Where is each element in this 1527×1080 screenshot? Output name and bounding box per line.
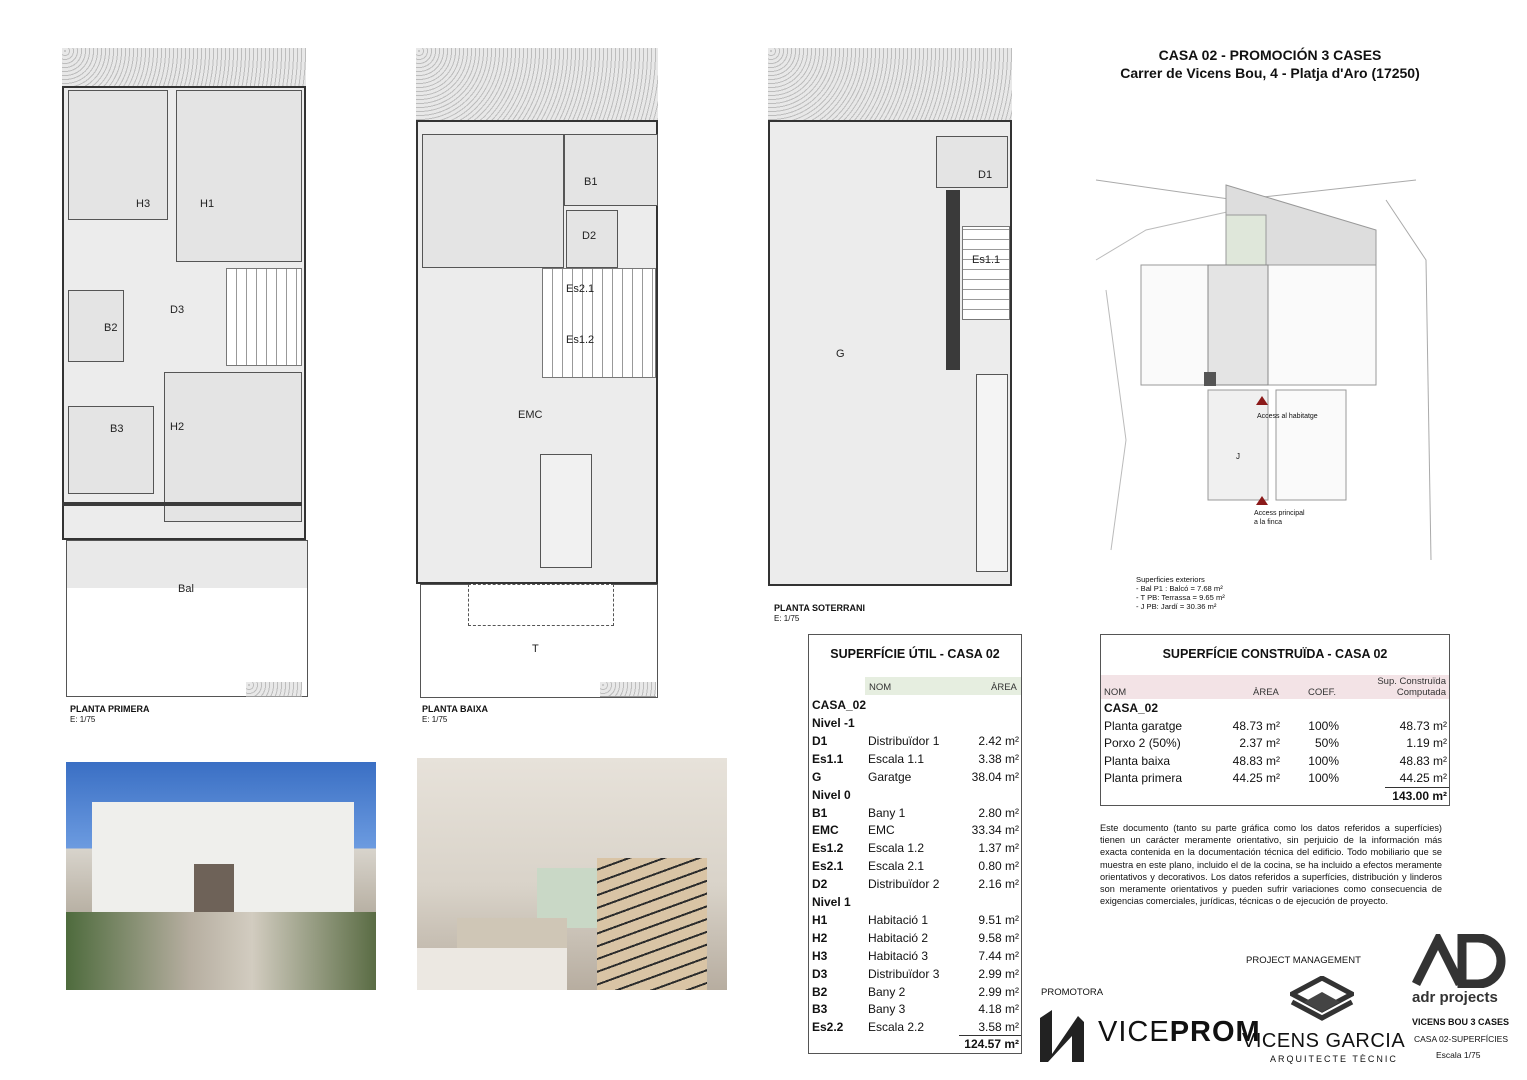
util-row-area: 3.38 m² xyxy=(978,751,1019,766)
viceprom-logo-icon xyxy=(1038,1008,1086,1064)
util-row-code: Es2.1 xyxy=(812,859,844,874)
room-b1 xyxy=(564,134,658,206)
built-row-coef: 100% xyxy=(1308,770,1339,785)
util-row-code: B2 xyxy=(812,984,828,999)
room-h1 xyxy=(176,90,302,262)
gravel-strip xyxy=(416,48,658,121)
gravel-strip xyxy=(246,682,302,697)
built-row-area: 48.83 m² xyxy=(1232,753,1280,768)
util-row-code: EMC xyxy=(812,823,839,838)
ext-surfaces xyxy=(1136,575,1225,611)
util-row-code: B3 xyxy=(812,1002,828,1017)
vicens-garcia-logo-icon xyxy=(1290,976,1354,1028)
util-row-code: D1 xyxy=(812,733,828,748)
room-label: EMC xyxy=(518,409,543,421)
built-col-sup-1: Sup. Construïda xyxy=(1377,676,1446,687)
room-label: H3 xyxy=(136,198,151,210)
title-line-2: Carrer de Vicens Bou, 4 - Platja d'Aro (17250) xyxy=(1120,65,1420,81)
util-row-code: Es1.1 xyxy=(812,751,844,766)
vicens-garcia-wordmark: VICENS GARCIA xyxy=(1242,1030,1406,1052)
room-label: Es1.1 xyxy=(972,254,1001,266)
room-label: B3 xyxy=(110,423,124,435)
site-plan-drawing xyxy=(1086,140,1446,560)
util-row-area: 1.37 m² xyxy=(978,841,1019,856)
built-row-sup: 48.83 m² xyxy=(1399,753,1447,768)
interior-render xyxy=(417,758,727,990)
util-row-name: Escala 1.1 xyxy=(868,751,925,766)
built-row-sup: 1.19 m² xyxy=(1406,736,1447,751)
util-col-area: ÀREA xyxy=(991,682,1017,693)
built-row-name: Planta primera xyxy=(1104,770,1183,785)
stair-primera xyxy=(226,268,302,366)
ext-line: - J PB: Jardí = 30.36 m² xyxy=(1136,602,1217,611)
util-row-area: 2.16 m² xyxy=(978,877,1019,892)
gravel-strip xyxy=(768,48,1012,121)
util-group: CASA_02 xyxy=(812,698,867,712)
room-label: T xyxy=(532,643,539,655)
plan-caption: PLANTA SOTERRANI xyxy=(774,603,865,613)
room-label: B2 xyxy=(104,322,118,334)
interior-table xyxy=(417,948,567,990)
kitchen xyxy=(422,134,564,268)
util-row-name: Escala 2.1 xyxy=(868,859,925,874)
exterior-render xyxy=(66,762,376,990)
built-col-nom: NOM xyxy=(1104,687,1127,698)
room-h2 xyxy=(164,372,302,522)
util-row-code: Es2.2 xyxy=(812,1020,844,1035)
storage xyxy=(976,374,1008,572)
util-row-area: 9.58 m² xyxy=(978,930,1019,945)
project-name: VICENS BOU 3 CASES xyxy=(1412,1017,1510,1027)
built-total-line xyxy=(1385,787,1449,788)
built-row-name: Porxo 2 (50%) xyxy=(1104,736,1181,751)
sheet-title xyxy=(1090,46,1450,82)
disclaimer: Este documento (tanto su parte gráfica como los datos referidos a superfícies) tienen un carácter meramente orientativo, sin perjuicio de la información más exacta contenida en la documentación técnica del edificio. Todo mobiliario que se muestra en este plano, incluido el de la cocina, se ha incluido a efectos meramente orientativos y decorativos. Los datos referidos a superfícies, distribución y linderos son meramente orientativos y pueden sufrir variaciones como consecuencia de exigencias comerciales, jurídicas, técnicas o de ejecución de proyecto. xyxy=(1100,823,1442,907)
built-total: 143.00 m² xyxy=(1392,789,1447,803)
promotora-label: PROMOTORA xyxy=(1041,987,1104,998)
util-row-area: 38.04 m² xyxy=(971,769,1019,784)
access-home-label: Access al habitatge xyxy=(1257,413,1318,420)
room-b3 xyxy=(68,406,154,494)
util-row-code: G xyxy=(812,769,822,784)
util-row-code: B1 xyxy=(812,805,828,820)
stair-baixa xyxy=(542,268,656,378)
util-row-name: Distribuïdor 1 xyxy=(868,733,940,748)
util-row-code: D3 xyxy=(812,966,828,981)
util-row-code: H2 xyxy=(812,930,828,945)
interior-stair xyxy=(597,858,707,990)
built-row-area: 48.73 m² xyxy=(1232,719,1280,733)
wall xyxy=(62,502,302,506)
room-g xyxy=(774,134,934,570)
plan-caption: PLANTA PRIMERA xyxy=(70,704,150,714)
built-row-area: 44.25 m² xyxy=(1232,770,1280,785)
access-main-label-1: Access principal xyxy=(1254,510,1305,517)
built-row-coef: 100% xyxy=(1308,753,1339,768)
util-row-name: Distribuïdor 3 xyxy=(868,966,940,981)
util-row-area: 2.99 m² xyxy=(978,966,1019,981)
util-col-nom: NOM xyxy=(869,682,892,693)
util-row-area: 2.42 m² xyxy=(978,733,1019,748)
util-row-name: Habitació 1 xyxy=(868,912,929,927)
room-label: D2 xyxy=(582,230,597,242)
util-row-name: Garatge xyxy=(868,769,912,784)
util-row-name: Bany 3 xyxy=(868,1002,906,1017)
viceprom-part-1: VICE xyxy=(1098,1016,1170,1048)
room-label: Es1.2 xyxy=(566,334,595,346)
stair-soterrani xyxy=(962,226,1010,320)
built-row-area: 2.37 m² xyxy=(1239,736,1280,751)
util-row-name: Escala 1.2 xyxy=(868,841,925,856)
built-row-coef: 50% xyxy=(1314,736,1339,751)
built-row-sup: 44.25 m² xyxy=(1399,770,1447,785)
util-row-area: 0.80 m² xyxy=(978,859,1019,874)
ext-line: - Bal P1 : Balcó = 7.68 m² xyxy=(1136,584,1223,593)
built-col-sup-2: Computada xyxy=(1396,687,1446,698)
util-level-label: Nivel 1 xyxy=(812,895,851,909)
util-level-label: Nivel -1 xyxy=(812,716,855,730)
viceprom-wordmark xyxy=(1098,1016,1261,1049)
project-management-label: PROJECT MANAGEMENT xyxy=(1246,955,1361,966)
room-label: D1 xyxy=(978,169,993,181)
plan-scale: E: 1/75 xyxy=(774,614,800,623)
access-main-label-2: a la finca xyxy=(1254,519,1283,526)
plan-scale: E: 1/75 xyxy=(70,715,96,724)
util-row-name: EMC xyxy=(868,823,895,838)
room-label: H2 xyxy=(170,421,185,433)
room-h3 xyxy=(68,90,168,220)
util-row-area: 33.34 m² xyxy=(971,823,1019,838)
gravel-strip xyxy=(62,48,306,87)
sheet-scale: Escala 1/75 xyxy=(1436,1050,1481,1060)
room-label: Es2.1 xyxy=(566,283,595,295)
gravel-strip xyxy=(600,682,656,697)
built-col-area: ÀREA xyxy=(1253,687,1279,698)
built-table xyxy=(1100,634,1450,806)
util-table xyxy=(808,634,1022,1054)
util-total-line xyxy=(959,1035,1021,1036)
ext-line: - T PB: Terrassa = 9.65 m² xyxy=(1136,593,1225,602)
util-row-code: H3 xyxy=(812,948,828,963)
util-row-area: 2.99 m² xyxy=(978,984,1019,999)
util-row-area: 4.18 m² xyxy=(978,1002,1019,1017)
room-label: G xyxy=(836,348,845,360)
room-label: Bal xyxy=(178,583,194,595)
viceprom-part-2: PROM xyxy=(1169,1016,1261,1048)
util-row-code: H1 xyxy=(812,912,828,927)
room-label: B1 xyxy=(584,176,598,188)
built-row-name: Planta baixa xyxy=(1104,753,1171,768)
adr-logo-icon xyxy=(1412,934,1506,988)
built-group: CASA_02 xyxy=(1104,701,1159,715)
garden-label: J xyxy=(1236,452,1240,461)
sofa xyxy=(540,454,592,568)
util-row-area: 7.44 m² xyxy=(978,948,1019,963)
built-row-coef: 100% xyxy=(1308,719,1339,733)
util-row-name: Bany 2 xyxy=(868,984,906,999)
util-row-name: Distribuïdor 2 xyxy=(868,877,940,892)
util-total: 124.57 m² xyxy=(964,1037,1019,1051)
plan-scale: E: 1/75 xyxy=(422,715,448,724)
plan-caption: PLANTA BAIXA xyxy=(422,704,488,714)
util-row-code: D2 xyxy=(812,877,828,892)
built-col-coef: COEF. xyxy=(1308,687,1336,698)
wall xyxy=(946,190,960,370)
adr-wordmark: adr projects xyxy=(1412,989,1498,1006)
util-row-name: Habitació 2 xyxy=(868,930,929,945)
util-row-name: Habitació 3 xyxy=(868,948,929,963)
sheet-name: CASA 02-SUPERFÍCIES xyxy=(1414,1034,1509,1044)
util-row-area: 3.58 m² xyxy=(978,1020,1019,1035)
title-line-1: CASA 02 - PROMOCIÓN 3 CASES xyxy=(1158,47,1382,63)
pergola xyxy=(468,584,614,626)
util-level-label: Nivel 0 xyxy=(812,787,851,802)
courtyard xyxy=(66,912,376,990)
built-table-title: SUPERFÍCIE CONSTRUÏDA - CASA 02 xyxy=(1162,647,1388,661)
util-row-code: Es1.2 xyxy=(812,841,844,856)
util-row-area: 9.51 m² xyxy=(978,912,1019,927)
room-label: D3 xyxy=(170,304,185,316)
house-window xyxy=(194,864,234,914)
built-row-name: Planta garatge xyxy=(1104,719,1183,733)
arquitecte-tecnic-label: ARQUITECTE TÈCNIC xyxy=(1270,1054,1398,1064)
room-label: H1 xyxy=(200,198,215,210)
built-row-sup: 48.73 m² xyxy=(1399,719,1447,733)
util-table-title: SUPERFÍCIE ÚTIL - CASA 02 xyxy=(830,647,1000,661)
room-open xyxy=(66,588,308,697)
util-row-name: Escala 2.2 xyxy=(868,1020,925,1035)
util-row-name: Bany 1 xyxy=(868,805,906,820)
room-d1 xyxy=(936,136,1008,188)
ext-title: Superficies exteriors xyxy=(1136,575,1205,584)
util-row-area: 2.80 m² xyxy=(978,805,1019,820)
